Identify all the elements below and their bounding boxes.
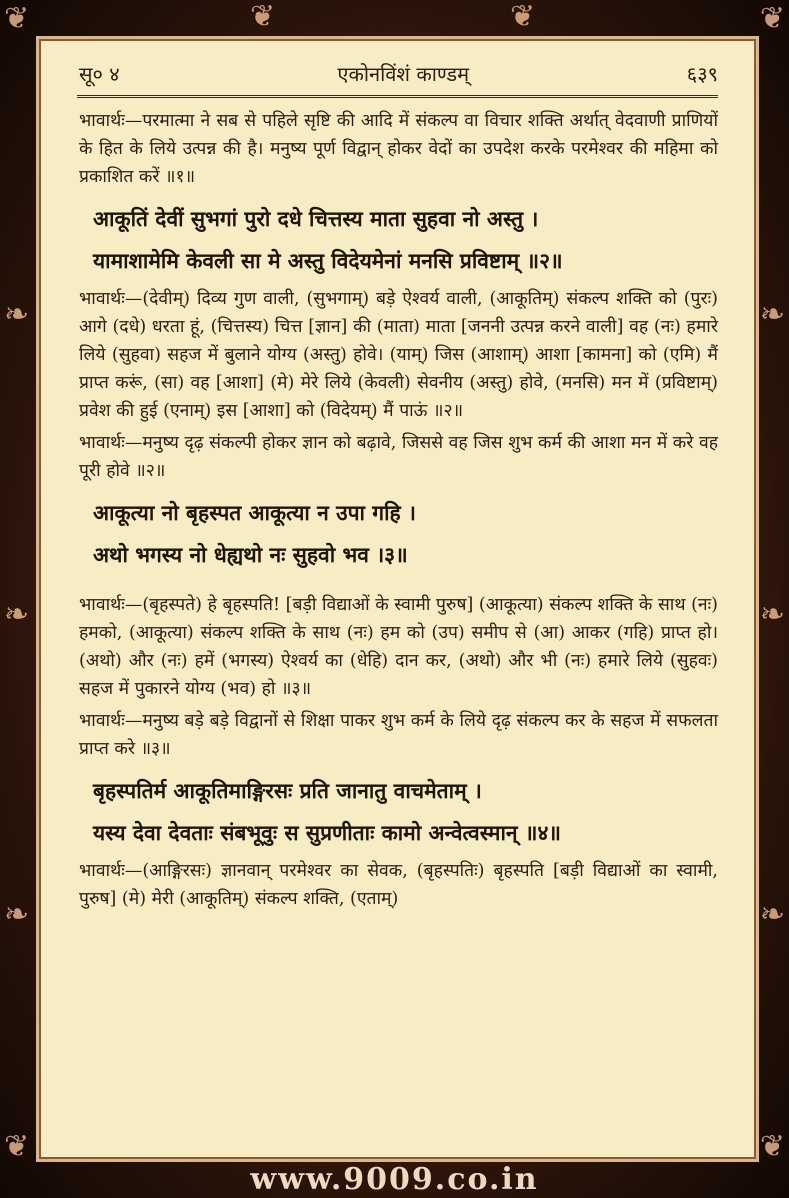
- commentary-paragraph: भावार्थः—परमात्मा ने सब से पहिले सृष्टि की आदि में संकल्प वा विचार शक्ति अर्थात् वेदवाणी प्राणियों के हित के लिये उत्पन्न की है। मनुष्य पूर्ण विद्वान् होकर वेदों का उपदेश करके परमेश्वर की महिमा को प्रकाशित करें ॥१॥: [79, 111, 718, 187]
- top-ornament-icon: ❦: [250, 0, 276, 34]
- verse-line: बृहस्पतिर्म आकूतिमाङ्गिरसः प्रति जानातु वाचमेताम् ।: [93, 779, 482, 803]
- sutra-number: सू० ४: [79, 61, 120, 86]
- side-ornament-icon: ❧: [759, 297, 785, 332]
- commentary-paragraph: भावार्थः—मनुष्य दृढ़ संकल्पी होकर ज्ञान को बढ़ावे, जिससे वह जिस शुभ कर्म की आशा मन में करे वह पूरी होवे ॥२॥: [79, 433, 718, 481]
- top-ornament-icon: ❦: [510, 0, 536, 34]
- verse-line: आकूतिं देवीं सुभगां पुरो दधे चित्तस्य माता सुहवा नो अस्तु ।: [93, 207, 539, 231]
- book-page: [36, 36, 759, 1162]
- corner-ornament-icon: ❦: [4, 1129, 30, 1164]
- commentary-paragraph: भावार्थः—मनुष्य बड़े बड़े विद्वानों से शिक्षा पाकर शुभ कर्म के लिये दृढ़ संकल्प कर के सहज में सफलता प्राप्त करे ॥३॥: [79, 711, 718, 759]
- page-body: [79, 107, 718, 917]
- commentary-paragraph: भावार्थः—(देवीम्) दिव्य गुण वाली, (सुभगाम्) बड़े ऐश्वर्य वाली, (आकूतिम्) संकल्प शक्ति को (पुरः) आगे (दधे) धरता हूं, (चित्तस्य) चित्त [ज्ञान] की (माता) माता [जननी उत्पन्न करने वाली] वह (नः) हमारे लिये (सुहवा) सहज में बुलाने योग्य (अस्तु) होवे। (याम्) जिस (आशाम्) आशा [कामना] को (एमि) मैं प्राप्त करूं, (सा) वह [आशा] (मे) मेरे लिये (केवली) सेवनीय (अस्तु) होवे, (मनसि) मन में (प्रविष्टाम्) प्रवेश की हुई (एनाम्) इस [आशा] को (विदेयम्) मैं पाऊं ॥२॥: [79, 289, 718, 421]
- side-ornament-icon: ❧: [759, 897, 785, 932]
- verse-line: अथो भगस्य नो धेह्यथो नः सुहवो भव ।३॥: [93, 543, 408, 567]
- side-ornament-icon: ❧: [4, 297, 30, 332]
- page-number: ६३९: [686, 61, 718, 86]
- commentary-paragraph: भावार्थः—(बृहस्पते) हे बृहस्पति! [बड़ी विद्याओं के स्वामी पुरुष] (आकूत्या) संकल्प शक्ति के साथ (नः) हमको, (आकूत्या) संकल्प शक्ति के साथ (नः) हम को (उप) समीप से (आ) आकर (गहि) प्राप्त हो। (अथो) और (नः) हमें (भगस्य) ऐश्वर्य का (धेहि) दान कर, (अथो) और भी (नः) हमारे लिये (सुहवः) सहज में पुकारने योग्य (भव) हो ॥३॥: [79, 595, 718, 699]
- verse-line: आकूत्या नो बृहस्पत आकूत्या न उपा गहि ।: [93, 501, 416, 525]
- corner-ornament-icon: ❦: [759, 1129, 785, 1164]
- website-watermark: www.9009.co.in: [250, 1162, 539, 1197]
- side-ornament-icon: ❧: [4, 597, 30, 632]
- commentary-paragraph: भावार्थः—(आङ्गिरसः) ज्ञानवान् परमेश्वर का सेवक, (बृहस्पतिः) बृहस्पति [बड़ी विद्याओं का स्वामी, पुरुष] (मे) मेरी (आकूतिम्) संकल्प शक्ति, (एताम्): [79, 861, 718, 909]
- corner-ornament-icon: ❦: [759, 1, 785, 36]
- side-ornament-icon: ❧: [4, 897, 30, 932]
- side-ornament-icon: ❧: [759, 597, 785, 632]
- verse-line: यस्य देवा देवताः संबभूवुः स सुप्रणीताः कामो अन्वेत्वस्मान् ॥४॥: [93, 821, 561, 845]
- header-rule: [77, 95, 718, 98]
- corner-ornament-icon: ❦: [4, 1, 30, 36]
- page-header: [79, 57, 718, 89]
- chapter-title: एकोनविंशं काण्डम्: [337, 61, 470, 86]
- verse-line: यामाशामेमि केवली सा मे अस्तु विदेयमेनां मनसि प्रविष्टाम् ॥२॥: [93, 249, 563, 273]
